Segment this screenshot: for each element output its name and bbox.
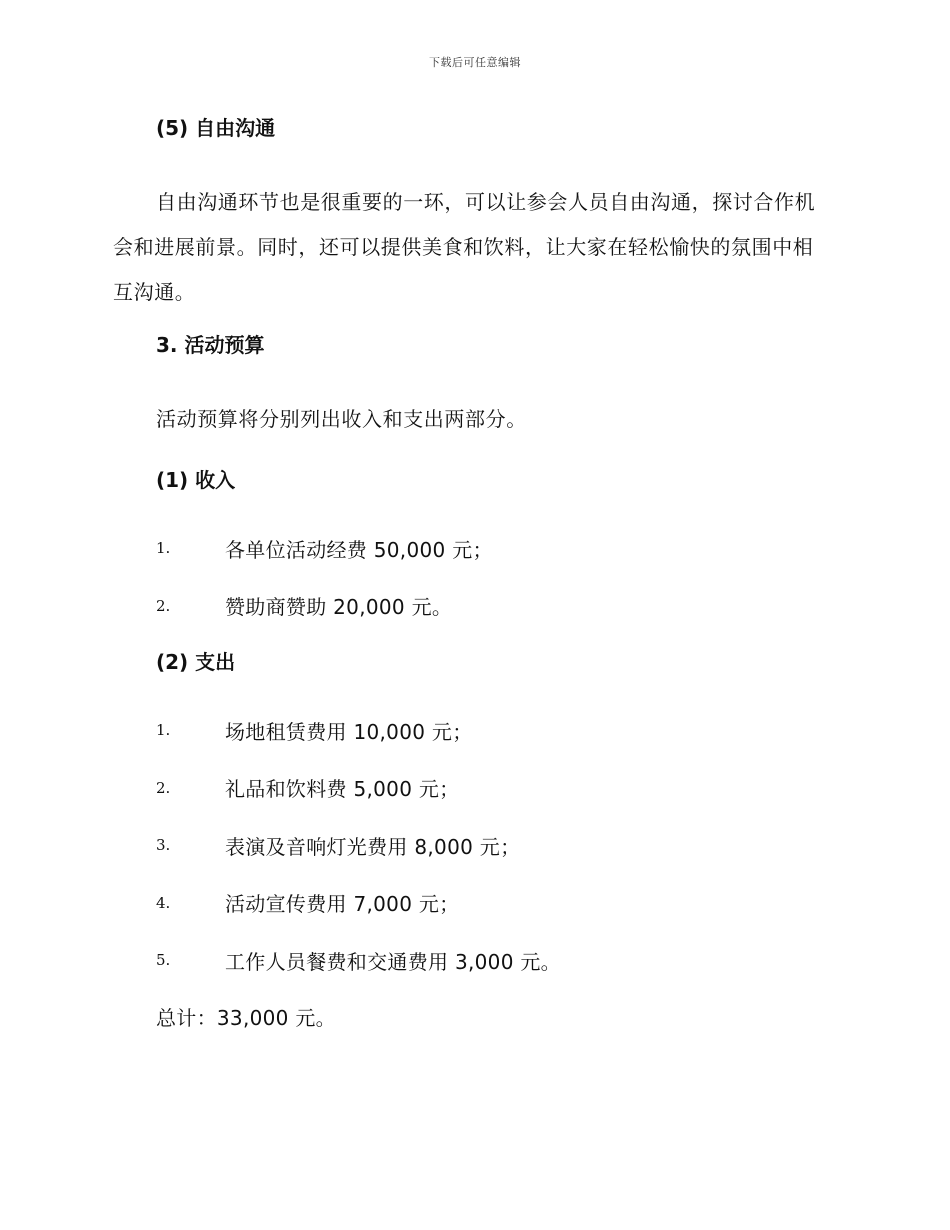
section-heading-free-communication: (5) 自由沟通	[156, 116, 276, 140]
list-item	[113, 590, 833, 622]
list-item-number: 1.	[156, 721, 171, 739]
income-list	[113, 532, 833, 622]
list-item-text: 场地租赁费用 10,000 元；	[225, 719, 473, 744]
list-item	[113, 714, 833, 746]
budget-total: 总计：33,000 元。	[156, 1005, 336, 1030]
page-header: 下载后可任意编辑	[429, 56, 521, 69]
free-communication-paragraph: 自由沟通环节也是很重要的一环，可以让参会人员自由沟通，探讨合作机会和进展前景。同时，还可以提供美食和饮料，让大家在轻松愉快的氛围中相互沟通。	[113, 190, 816, 304]
list-item-number: 2.	[156, 596, 171, 615]
list-item-text: 赞助商赞助 20,000 元。	[225, 595, 453, 619]
list-item	[113, 887, 833, 919]
list-item-text: 表演及音响灯光费用 8,000 元；	[225, 834, 521, 859]
list-item-number: 4.	[156, 893, 171, 912]
list-item-number: 1.	[156, 539, 171, 557]
list-item	[113, 944, 833, 976]
expense-list	[113, 714, 833, 976]
budget-intro-paragraph: 活动预算将分别列出收入和支出两部分。	[156, 407, 527, 431]
list-item-number: 5.	[156, 951, 171, 969]
list-item-number: 2.	[156, 778, 171, 797]
list-item-number: 3.	[156, 836, 171, 854]
list-item-text: 工作人员餐费和交通费用 3,000 元。	[225, 949, 561, 974]
subheading-expense: (2) 支出	[156, 650, 236, 674]
list-item	[113, 772, 833, 804]
section-heading-budget: 3. 活动预算	[156, 333, 265, 357]
list-item-text: 活动宣传费用 7,000 元；	[225, 892, 460, 916]
document-body	[113, 112, 833, 1034]
list-item-text: 各单位活动经费 50,000 元；	[225, 537, 493, 562]
subheading-income: (1) 收入	[156, 468, 236, 492]
list-item-text: 礼品和饮料费 5,000 元；	[225, 777, 460, 801]
list-item	[113, 532, 833, 564]
list-item	[113, 829, 833, 861]
